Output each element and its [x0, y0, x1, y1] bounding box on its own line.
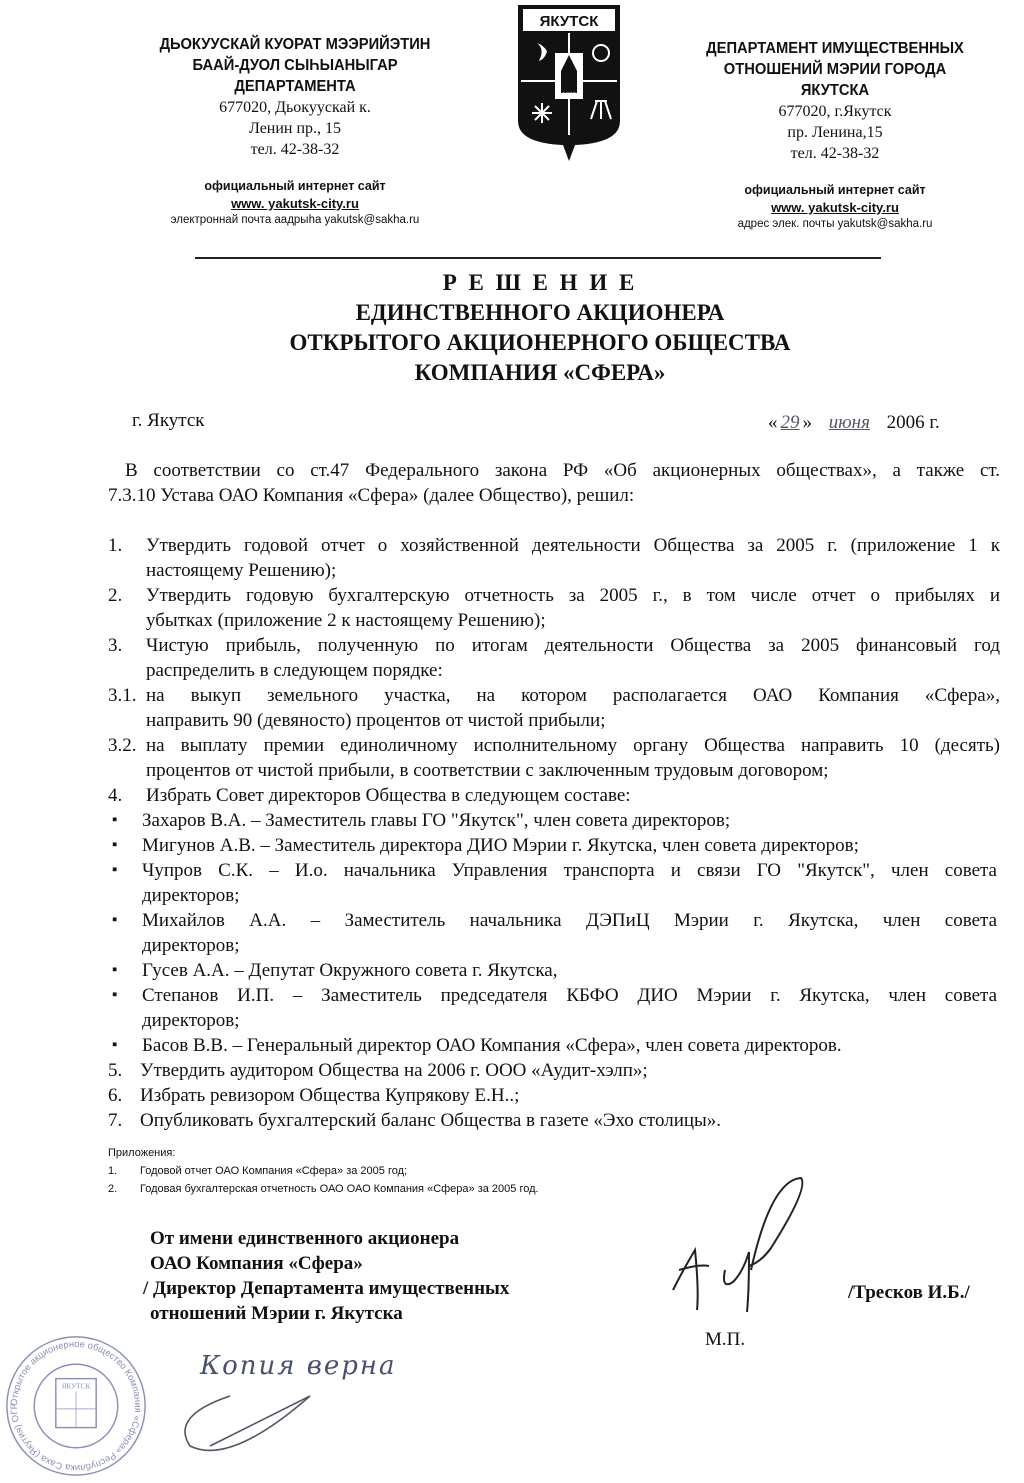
bullet-icon: ▪	[112, 962, 118, 978]
item-number: 3.	[108, 635, 123, 656]
board-member: Чупров С.К. – И.о. начальника Управления транспорта и связи ГО "Якутск", член совета	[142, 860, 997, 881]
address-line: 677020, г.Якутск	[778, 103, 892, 120]
address-line: Ленин пр., 15	[248, 120, 342, 137]
header-right	[635, 38, 1024, 232]
item-number: 4.	[108, 785, 123, 806]
intro-line: 7.3.10 Устава ОАО Компания «Сфера» (далее Общество), решил:	[108, 485, 635, 506]
address-line: пр. Ленина,15	[787, 124, 883, 141]
seal-place: М.П.	[705, 1329, 746, 1350]
item-text: Избрать ревизором Общества Купрякову Е.Н..;	[140, 1085, 520, 1106]
dept-name-line: ЯКУТСКА	[800, 82, 870, 99]
attachment-item: Годовая бухгалтерская отчетность ОАО ОАО Компания «Сфера» за 2005 год.	[140, 1183, 539, 1195]
doc-title: ЕДИНСТВЕННОГО АКЦИОНЕРА	[355, 300, 725, 325]
stamp-text: Открытое акционерное общество Компания «Сфера» Республика Саха (Якутия) ОГР	[8, 1338, 144, 1474]
item-text: настоящему Решению);	[146, 560, 337, 581]
item-text: распределить в следующем порядке:	[146, 660, 443, 681]
date-month: июня	[828, 412, 870, 433]
bullet-icon: ▪	[112, 912, 118, 928]
bullet-icon: ▪	[112, 837, 118, 853]
emblem-text: ЯКУТСК	[539, 13, 599, 30]
item-number: 5.	[108, 1060, 123, 1081]
bullet-icon: ▪	[112, 987, 118, 1003]
handwritten-signature	[665, 1170, 825, 1325]
dept-name-line: ДЬОКУУСКАЙ КУОРАТ МЭЭРИЙЭТИН	[159, 36, 431, 53]
doc-title: ОТКРЫТОГО АКЦИОНЕРНОГО ОБЩЕСТВА	[289, 330, 791, 355]
doc-title: Р Е Ш Е Н И Е	[442, 270, 638, 295]
email-line: адрес элек. почты yakutsk@sakha.ru	[737, 218, 933, 230]
site-label: официальный интернет сайт	[744, 183, 926, 197]
item-text: Избрать Совет директоров Общества в следующем составе:	[146, 785, 631, 806]
attachment-num: 1.	[108, 1165, 118, 1177]
item-text: на выкуп земельного участка, на котором располагается ОАО Компания «Сфера»,	[146, 685, 1000, 706]
board-member: директоров;	[142, 885, 240, 906]
item-text: убытках (приложение 2 к настоящему Решению);	[146, 610, 546, 631]
board-member: Михайлов А.А. – Заместитель начальника ДЭПиЦ Мэрии г. Якутска, член совета	[142, 910, 997, 931]
dept-name-line: ДЕПАРТАМЕНТА	[234, 78, 356, 95]
email-line: электроннай почта аадрыһа yakutsk@sakha.ru	[170, 214, 420, 226]
bullet-icon: ▪	[112, 1037, 118, 1053]
item-text: Чистую прибыль, полученную по итогам деятельности Общества за 2005 финансовый год	[146, 635, 1000, 656]
item-number: 1.	[108, 535, 123, 556]
item-number: 7.	[108, 1110, 123, 1131]
header-left	[95, 34, 495, 228]
city: г. Якутск	[132, 410, 205, 431]
signature-line: ОАО Компания «Сфера»	[150, 1253, 363, 1274]
bullet-icon: ▪	[112, 812, 118, 828]
board-member: Мигунов А.В. – Заместитель директора ДИО Мэрии г. Якутска, член совета директоров;	[142, 835, 859, 856]
emblem-year: 1632	[562, 91, 576, 99]
signature-line: / Директор Департамента имущественных	[143, 1278, 510, 1299]
copy-note-flourish	[170, 1392, 430, 1477]
item-text: процентов от чистой прибыли, в соответствии с заключенным трудовым договором;	[146, 760, 829, 781]
intro-line: В соответствии со ст.47 Федерального закона РФ «Об акционерных обществах», а также ст.	[125, 460, 1000, 481]
board-member: Басов В.В. – Генеральный директор ОАО Компания «Сфера», член совета директоров.	[142, 1035, 842, 1056]
dept-name-line: ОТНОШЕНИЙ МЭРИИ ГОРОДА	[723, 61, 947, 78]
board-member: Гусев А.А. – Депутат Окружного совета г. Якутска,	[142, 960, 558, 981]
stamp-inner-text: ЯКУТСК	[61, 1382, 91, 1391]
site-label: официальный интернет сайт	[204, 179, 386, 193]
item-text: Опубликовать бухгалтерский баланс Общества в газете «Эхо столицы».	[140, 1110, 722, 1131]
attachments-label: Приложения:	[108, 1147, 176, 1159]
phone-line: тел. 42-38-32	[790, 145, 880, 162]
item-text: направить 90 (девяносто) процентов от чистой прибыли;	[146, 710, 606, 731]
copy-certified-note: Копия верна	[200, 1351, 397, 1381]
board-member: директоров;	[142, 1010, 240, 1031]
item-number: 6.	[108, 1085, 123, 1106]
item-text: Утвердить годовой отчет о хозяйственной деятельности Общества за 2005 г. (приложение 1 к	[146, 535, 1000, 556]
item-number: 2.	[108, 585, 123, 606]
phone-line: тел. 42-38-32	[250, 141, 340, 158]
board-member: директоров;	[142, 935, 240, 956]
header-divider	[195, 257, 881, 259]
date	[768, 410, 940, 435]
item-number: 3.2.	[108, 735, 137, 756]
site-link[interactable]: www. yakutsk-city.ru	[231, 196, 359, 211]
date-day: 29	[780, 412, 800, 433]
board-member: Степанов И.П. – Заместитель председателя КБФО ДИО Мэрии г. Якутска, член совета	[142, 985, 997, 1006]
item-text: Утвердить годовую бухгалтерскую отчетность за 2005 г., в том числе отчет о прибылях и	[146, 585, 1000, 606]
item-text: Утвердить аудитором Общества на 2006 г. ООО «Аудит-хэлп»;	[140, 1060, 648, 1081]
board-member: Захаров В.А. – Заместитель главы ГО "Якутск", член совета директоров;	[142, 810, 731, 831]
dept-name-line: БААЙ-ДУОЛ СЫҺЫАНЫГАР	[192, 57, 398, 74]
address-line: 677020, Дьокуускай к.	[219, 99, 371, 116]
date-open: «	[768, 412, 778, 433]
item-number: 3.1.	[108, 685, 137, 706]
dept-name-line: ДЕПАРТАМЕНТ ИМУЩЕСТВЕННЫХ	[706, 40, 964, 57]
item-text: на выплату премии единоличному исполнительному органу Общества направить 10 (десять)	[146, 735, 1000, 756]
date-year: 2006 г.	[886, 412, 940, 433]
signature-line: От имени единственного акционера	[150, 1228, 460, 1249]
official-stamp	[4, 1334, 148, 1478]
coat-of-arms	[515, 3, 623, 163]
doc-title: КОМПАНИЯ «СФЕРА»	[414, 360, 666, 385]
site-link[interactable]: www. yakutsk-city.ru	[771, 200, 899, 215]
signature-line: отношений Мэрии г. Якутска	[150, 1303, 403, 1324]
date-close: »	[802, 412, 812, 433]
attachment-item: Годовой отчет ОАО Компания «Сфера» за 2005 год;	[140, 1165, 408, 1177]
signatory-name: /Тресков И.Б./	[848, 1282, 970, 1303]
bullet-icon: ▪	[112, 862, 118, 878]
attachment-num: 2.	[108, 1183, 118, 1195]
